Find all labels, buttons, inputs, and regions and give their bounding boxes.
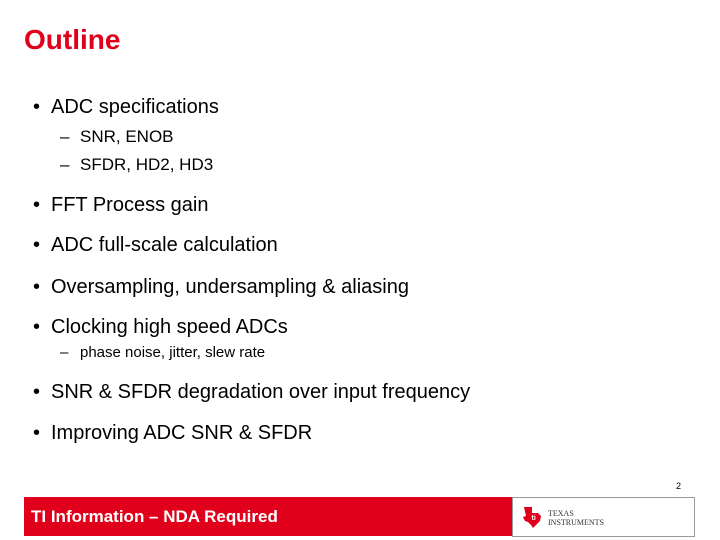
bullet-icon: •	[33, 234, 41, 256]
bullet-icon: •	[33, 422, 41, 444]
footer-logo-area	[512, 497, 695, 537]
bullet-icon: •	[33, 194, 41, 216]
logo-line1: TEXAS	[548, 509, 574, 518]
sub-list-item	[60, 127, 174, 147]
sub-list-item-text: phase noise, jitter, slew rate	[80, 344, 266, 361]
list-item-text: ADC specifications	[51, 96, 219, 118]
sub-list-item	[60, 155, 213, 175]
page-number: 2	[676, 481, 682, 491]
list-item	[33, 234, 278, 257]
footer-notice-bar	[24, 497, 512, 536]
logo-line2: INSTRUMENTS	[548, 518, 605, 527]
list-item	[33, 316, 288, 339]
ti-logo	[521, 505, 621, 529]
footer-notice-text: TI Information – NDA Required	[31, 507, 278, 526]
list-item	[33, 422, 312, 445]
bullet-icon: •	[33, 316, 41, 338]
list-item-text: Clocking high speed ADCs	[51, 316, 288, 338]
list-item-text: FFT Process gain	[51, 194, 209, 216]
list-item	[33, 381, 470, 404]
list-item-text: SNR & SFDR degradation over input frequency	[51, 381, 471, 403]
svg-text:ti: ti	[531, 515, 536, 522]
list-item-text: Improving ADC SNR & SFDR	[51, 422, 313, 444]
dash-icon: –	[60, 127, 70, 146]
slide-title: Outline	[24, 24, 121, 55]
dash-icon: –	[60, 344, 69, 361]
bullet-icon: •	[33, 96, 41, 118]
dash-icon: –	[60, 155, 70, 174]
sub-list-item-text: SNR, ENOB	[80, 127, 174, 146]
texas-state-icon	[523, 507, 541, 528]
bullet-icon: •	[33, 276, 41, 298]
sub-list-item	[60, 344, 265, 361]
list-item-text: ADC full-scale calculation	[51, 234, 278, 256]
list-item	[33, 96, 219, 119]
list-item	[33, 194, 208, 217]
bullet-icon: •	[33, 381, 41, 403]
sub-list-item-text: SFDR, HD2, HD3	[80, 155, 214, 174]
list-item-text: Oversampling, undersampling & aliasing	[51, 276, 409, 298]
list-item	[33, 276, 409, 299]
